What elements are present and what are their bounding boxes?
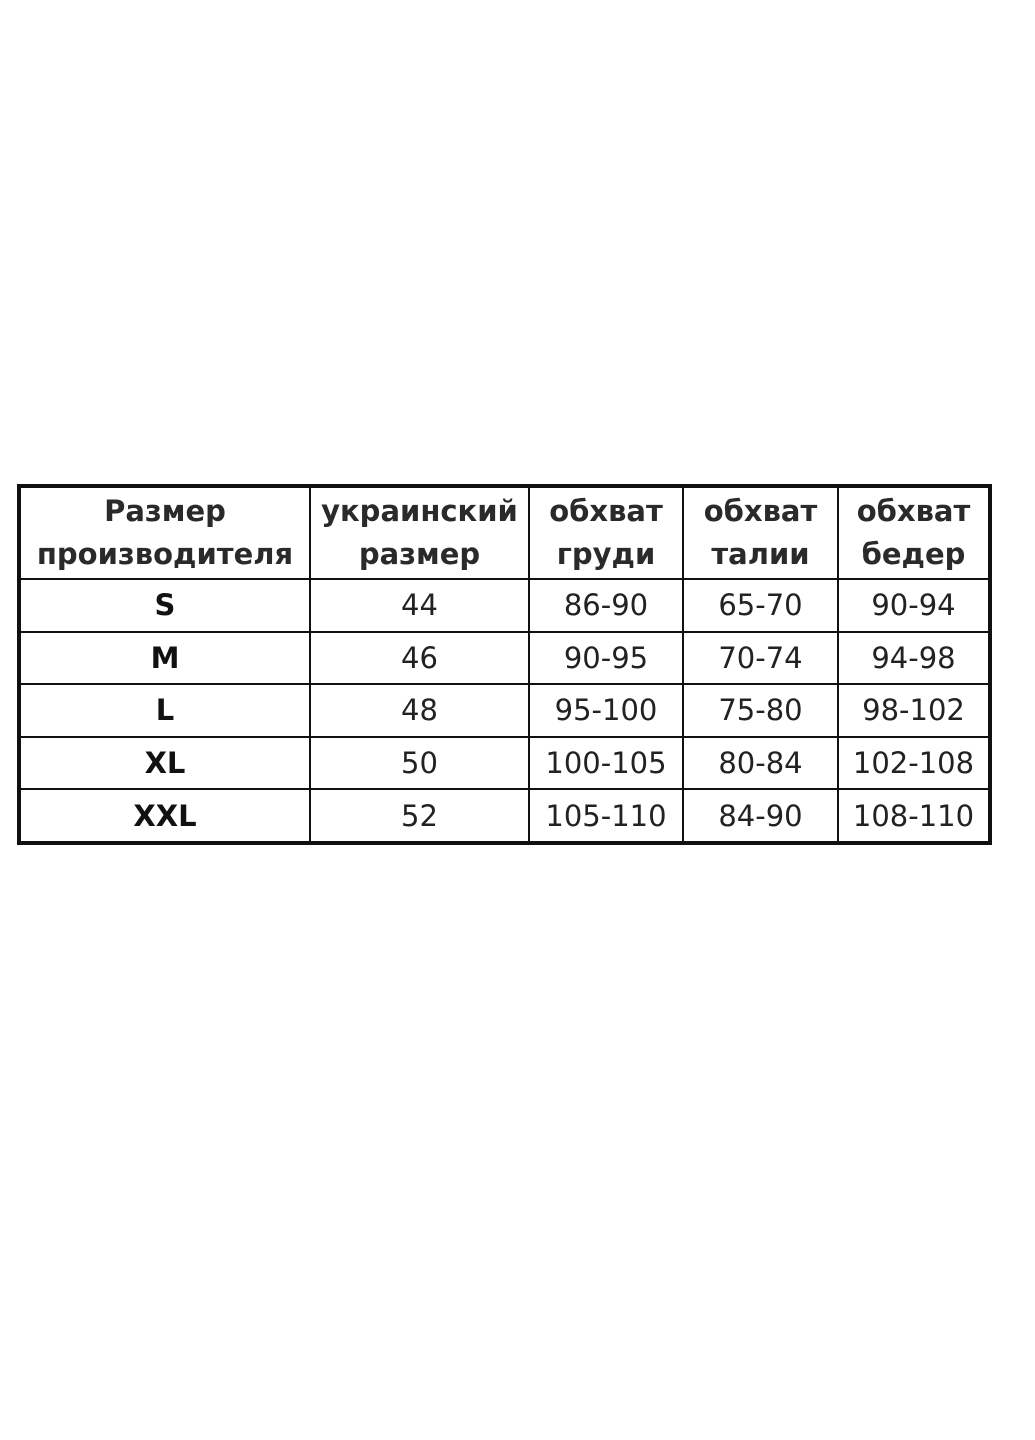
cell-chest: 86-90 xyxy=(529,579,683,632)
cell-manufacturer-size: M xyxy=(19,632,310,685)
cell-hips: 98-102 xyxy=(838,684,990,737)
header-text: размер xyxy=(358,537,481,571)
table-row xyxy=(19,579,990,632)
cell-chest: 95-100 xyxy=(529,684,683,737)
cell-ukrainian-size: 44 xyxy=(310,579,529,632)
cell-ukrainian-size: 52 xyxy=(310,789,529,843)
cell-chest: 90-95 xyxy=(529,632,683,685)
header-text: талии xyxy=(711,537,810,571)
cell-hips: 102-108 xyxy=(838,737,990,790)
cell-chest: 100-105 xyxy=(529,737,683,790)
cell-ukrainian-size: 48 xyxy=(310,684,529,737)
header-text: обхват xyxy=(856,494,971,528)
header-text: украинский xyxy=(321,494,518,528)
cell-waist: 65-70 xyxy=(683,579,838,632)
header-chest xyxy=(529,486,683,579)
header-text: обхват xyxy=(703,494,818,528)
cell-hips: 108-110 xyxy=(838,789,990,843)
header-waist xyxy=(683,486,838,579)
table-row xyxy=(19,632,990,685)
header-manufacturer-size xyxy=(19,486,310,579)
cell-waist: 84-90 xyxy=(683,789,838,843)
table-row xyxy=(19,684,990,737)
cell-ukrainian-size: 50 xyxy=(310,737,529,790)
header-text: груди xyxy=(556,537,656,571)
cell-manufacturer-size: XL xyxy=(19,737,310,790)
cell-waist: 75-80 xyxy=(683,684,838,737)
header-ukrainian-size xyxy=(310,486,529,579)
header-text: бедер xyxy=(861,537,966,571)
size-chart-table xyxy=(17,484,992,845)
cell-manufacturer-size: S xyxy=(19,579,310,632)
table-row xyxy=(19,737,990,790)
cell-manufacturer-size: XXL xyxy=(19,789,310,843)
header-text: Размер xyxy=(104,494,226,528)
cell-ukrainian-size: 46 xyxy=(310,632,529,685)
cell-hips: 94-98 xyxy=(838,632,990,685)
header-text: обхват xyxy=(549,494,663,528)
cell-waist: 80-84 xyxy=(683,737,838,790)
header-hips xyxy=(838,486,990,579)
table-row xyxy=(19,789,990,843)
cell-manufacturer-size: L xyxy=(19,684,310,737)
header-text: производителя xyxy=(36,537,294,571)
table-header-row xyxy=(19,486,990,579)
cell-waist: 70-74 xyxy=(683,632,838,685)
cell-hips: 90-94 xyxy=(838,579,990,632)
cell-chest: 105-110 xyxy=(529,789,683,843)
